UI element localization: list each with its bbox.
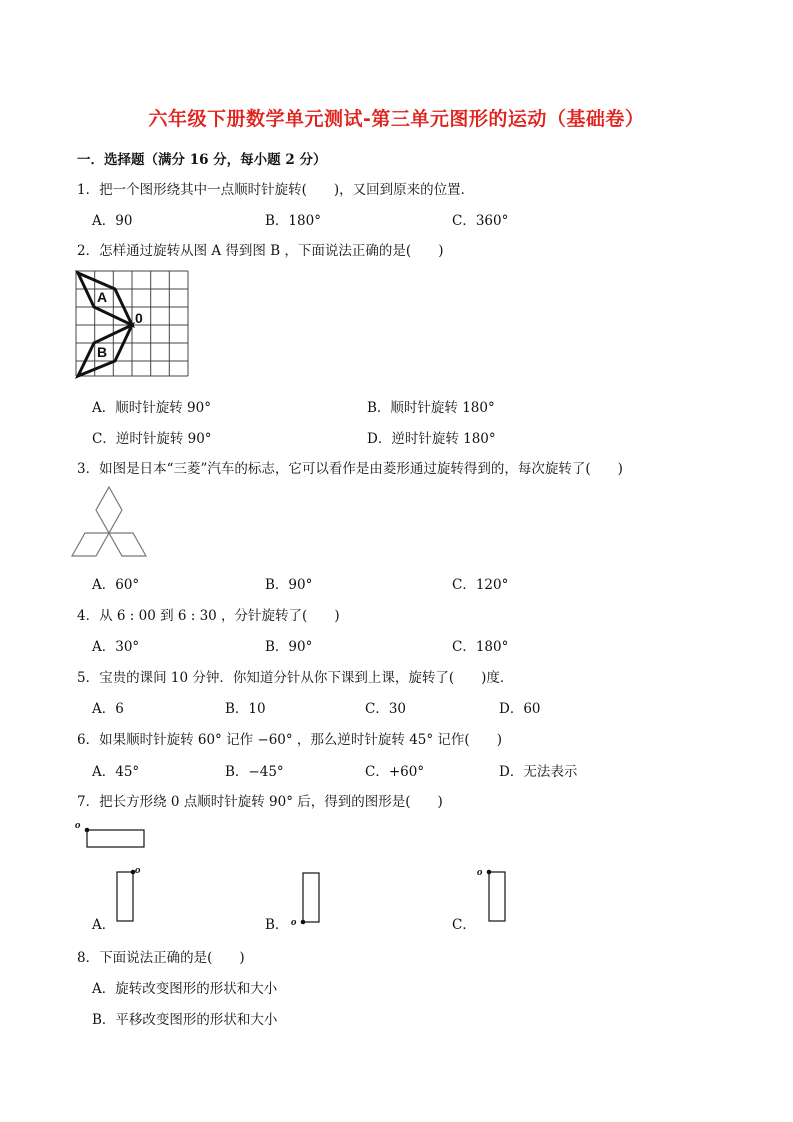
q7-option-b-figure[interactable] <box>290 871 324 927</box>
q2-option-a[interactable]: A．顺时针旋转 90° <box>92 400 211 416</box>
q6-option-c[interactable]: C．+60° <box>365 764 425 780</box>
figure-label-b: B <box>97 344 108 360</box>
svg-text:o: o <box>291 916 297 928</box>
q5-option-a[interactable]: A．6 <box>92 701 124 717</box>
q1-option-c[interactable]: C．360° <box>452 213 509 229</box>
q7-option-a[interactable]: A． <box>92 917 116 933</box>
pivot-point <box>85 828 90 833</box>
question-2: 2．怎样通过旋转从图 A 得到图 B ，下面说法正确的是( ) <box>77 243 444 259</box>
mitsubishi-logo-figure <box>72 486 152 562</box>
q8-option-a[interactable]: A．旋转改变图形的形状和大小 <box>92 981 278 997</box>
q2-option-c[interactable]: C．逆时针旋转 90° <box>92 431 212 447</box>
q4-option-b[interactable]: B．90° <box>265 639 313 655</box>
q4-option-a[interactable]: A．30° <box>92 639 140 655</box>
q3-option-b[interactable]: B．90° <box>265 577 313 593</box>
question-3: 3．如图是日本“三菱”汽车的标志，它可以看作是由菱形通过旋转得到的，每次旋转了( ) <box>77 461 623 477</box>
q2-option-d[interactable]: D．逆时针旋转 180° <box>367 431 496 447</box>
q7-option-c[interactable]: C． <box>452 917 476 933</box>
question-7: 7．把长方形绕 0 点顺时针旋转 90° 后，得到的图形是( ) <box>77 794 443 810</box>
question-1: 1．把一个图形绕其中一点顺时针旋转( )，又回到原来的位置． <box>77 182 475 198</box>
q7-option-c-figure[interactable] <box>476 864 510 924</box>
svg-text:o: o <box>135 864 141 876</box>
svg-text:o: o <box>75 819 81 831</box>
q7-option-a-figure[interactable] <box>114 862 148 924</box>
q1-option-a[interactable]: A．90 <box>92 213 133 229</box>
q5-option-b[interactable]: B．10 <box>225 701 266 717</box>
q6-option-b[interactable]: B．−45° <box>225 764 284 780</box>
q2-option-b[interactable]: B．顺时针旋转 180° <box>367 400 495 416</box>
section-heading: 一．选择题（满分 16 分，每小题 2 分） <box>77 152 327 168</box>
q1-option-b[interactable]: B．180° <box>265 213 321 229</box>
q6-option-a[interactable]: A．45° <box>92 764 140 780</box>
figure-label-a: A <box>97 289 108 305</box>
question-6: 6．如果顺时针旋转 60° 记作 −60° ，那么逆时针旋转 45° 记作( ) <box>77 732 502 748</box>
q5-option-d[interactable]: D．60 <box>499 701 541 717</box>
svg-text:o: o <box>477 866 483 878</box>
q5-option-c[interactable]: C．30 <box>365 701 407 717</box>
q6-option-d[interactable]: D．无法表示 <box>499 764 578 780</box>
q8-option-b[interactable]: B．平移改变图形的形状和大小 <box>92 1012 278 1028</box>
q2-grid-figure <box>76 271 191 379</box>
question-8: 8．下面说法正确的是( ) <box>77 950 245 966</box>
q3-option-c[interactable]: C．120° <box>452 577 509 593</box>
q7-original-rectangle <box>74 818 146 850</box>
q7-option-b[interactable]: B． <box>265 917 289 933</box>
q3-option-a[interactable]: A．60° <box>92 577 140 593</box>
question-4: 4．从 6 : 00 到 6 : 30 ，分针旋转了( ) <box>77 608 340 624</box>
page-title: 六年级下册数学单元测试-第三单元图形的运动（基础卷） <box>148 108 645 130</box>
q4-option-c[interactable]: C．180° <box>452 639 509 655</box>
figure-label-o: 0 <box>135 310 143 326</box>
question-5: 5．宝贵的课间 10 分钟．你知道分针从你下课到上课，旋转了( )度． <box>77 670 514 686</box>
